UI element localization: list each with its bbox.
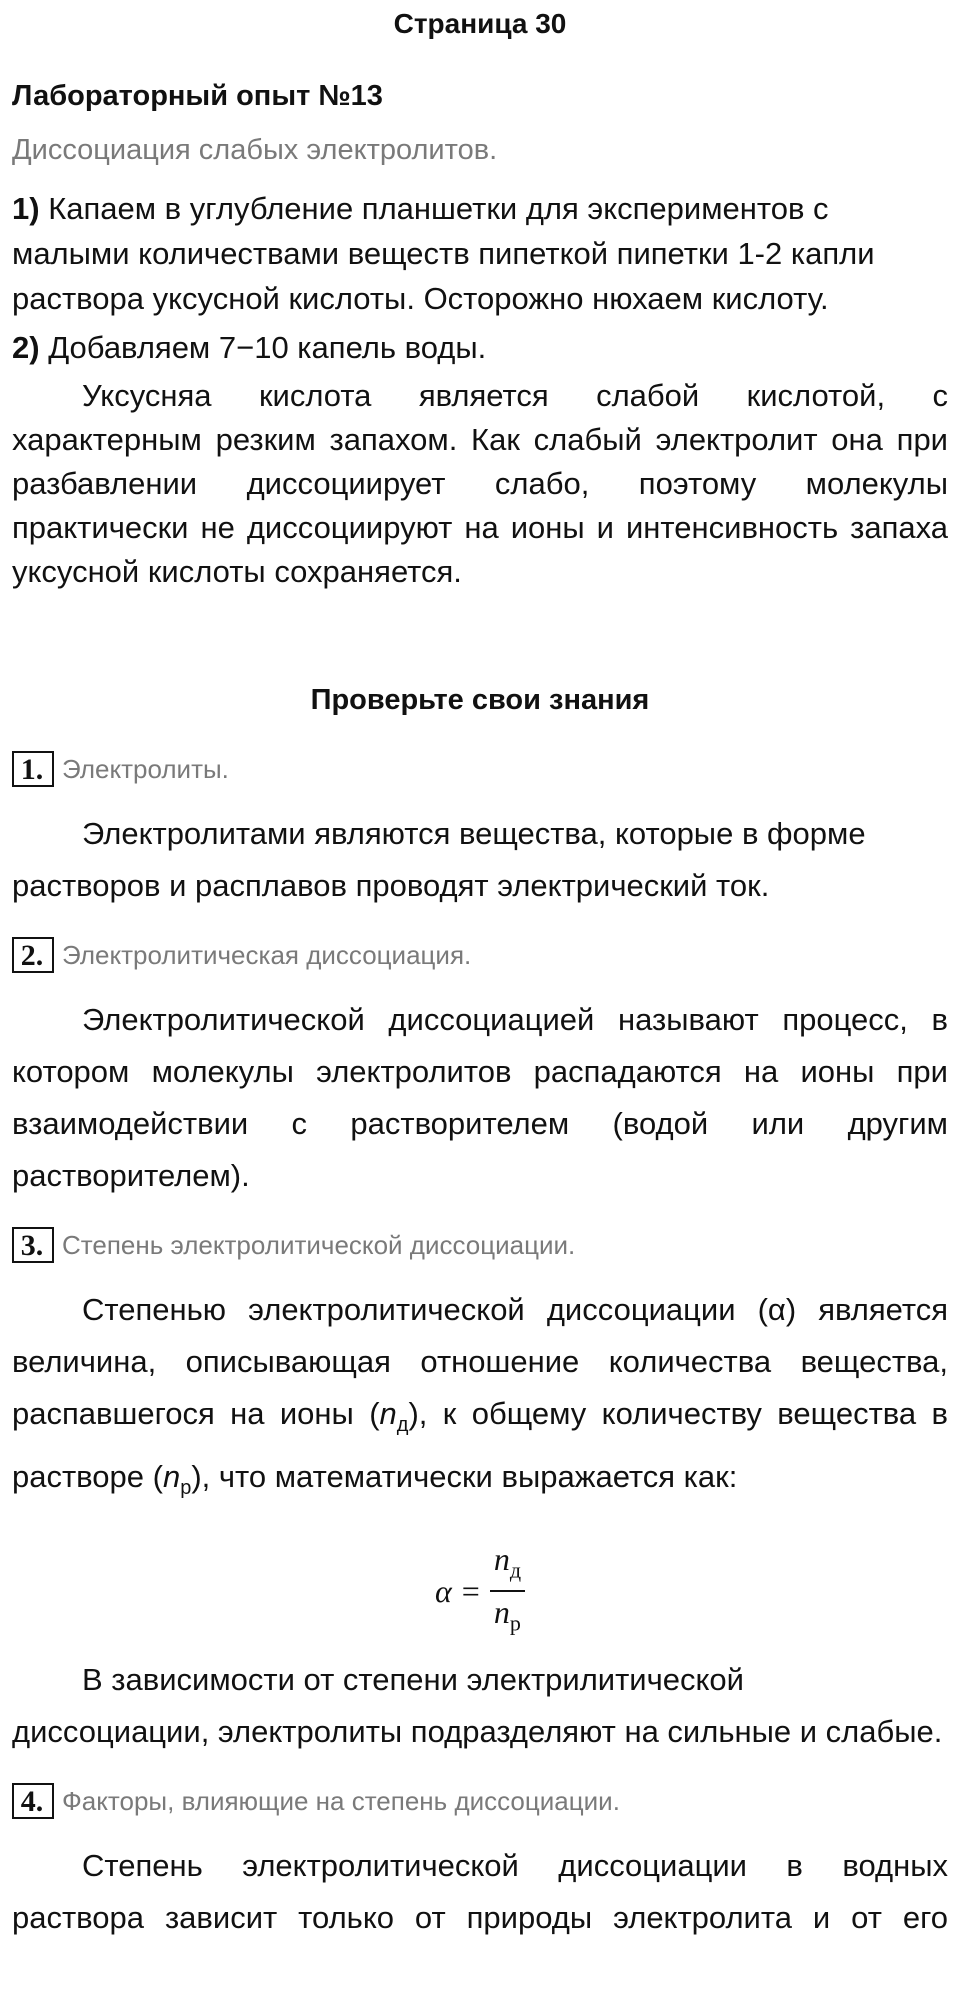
variable-n: n: [162, 1459, 181, 1495]
question-1-header: [12, 748, 948, 790]
formula-alpha: α: [434, 1572, 452, 1609]
question-3-header: [12, 1224, 948, 1266]
question-label: Факторы, влияющие на степень диссоциации.: [62, 1785, 620, 1816]
subscript-d: д: [396, 1414, 409, 1437]
step-number: 2): [12, 330, 40, 365]
question-number-box: 2.: [12, 937, 54, 973]
question-4-header: [12, 1780, 948, 1822]
fraction-denominator: $n_р$: [493, 1594, 521, 1636]
formula-fraction: [490, 1539, 525, 1644]
question-number-box: 4.: [12, 1783, 54, 1819]
question-3-answer-continued: В зависимости от степени электрилитической диссоциации, электролиты подразделяют на сильные и слабые.: [12, 1662, 943, 1750]
step-text: Капаем в углубление планшетки для экспериментов с малыми количествами веществ пипеткой пипетки 1-2 капли раствора уксусной кислоты. Осторожно нюхаем кислоту.: [12, 191, 875, 316]
question-2-header: [12, 934, 948, 976]
lab-step-2: [12, 325, 948, 370]
question-label: Электролиты.: [62, 753, 229, 784]
alpha-formula: [12, 1536, 948, 1646]
lab-conclusion: Уксусняа кислота является слабой кислотой, с характерным резким запахом. Как слабый электролит она при разбавлении диссоциирует слабо, поэтому молекулы практически не диссоциируют на ионы и интенсивность запаха уксусной кислоты сохраняется.: [12, 378, 948, 589]
formula-equals: =: [461, 1572, 480, 1609]
subscript-p: р: [180, 1477, 192, 1500]
lab-subtitle: Диссоциация слабых электролитов.: [12, 134, 498, 166]
step-text: Добавляем 7−10 капель воды.: [39, 330, 487, 365]
step-number: 1): [12, 191, 40, 226]
question-2-answer: Электролитической диссоциацией называют процесс, в котором молекулы электролитов распадаются на ионы при взаимодействии с растворителем (водой или другим растворителем).: [12, 1002, 948, 1193]
answer-text: Степенью электролитической диссоциации (α) является величина, описывающая отношение количества вещества, распавшегося на ионы (: [12, 1292, 948, 1431]
question-label: Электролитическая диссоциация.: [62, 939, 472, 970]
question-4-answer: Степень электролитической диссоциации в водных раствора зависит только от природы электролита и от его: [12, 1848, 948, 1936]
question-number-box: 1.: [12, 751, 54, 787]
question-3-answer: [12, 1284, 948, 1514]
fraction-numerator: $n_д$: [493, 1540, 522, 1583]
answer-text: ), к общему количеству вещества в растворе (: [12, 1396, 948, 1495]
variable-n: n: [379, 1396, 397, 1431]
section-title: Проверьте свои знания: [310, 684, 650, 716]
lab-title: Лабораторный опыт №13: [12, 80, 383, 112]
question-number-box: 3.: [12, 1227, 54, 1263]
answer-text: ), что математически выражается как:: [191, 1459, 738, 1495]
question-1-answer: Электролитами являются вещества, которые в форме растворов и расплавов проводят электрический ток.: [12, 816, 866, 903]
page-title: Страница 30: [393, 8, 567, 39]
question-label: Степень электролитической диссоциации.: [62, 1229, 576, 1260]
lab-step-1: [12, 186, 948, 321]
